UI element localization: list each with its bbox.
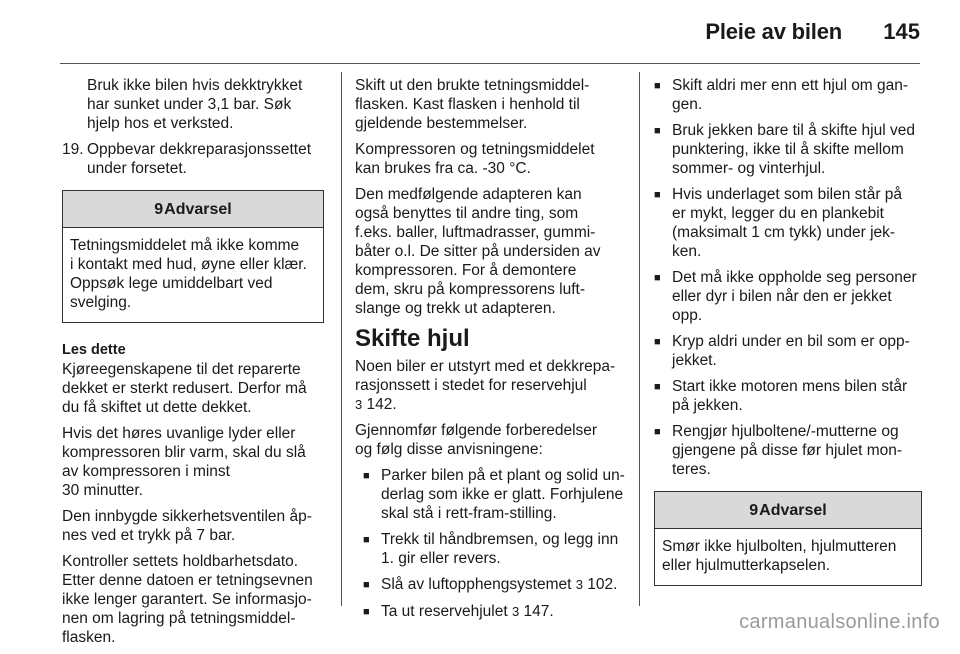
page-reference[interactable]: 102. [587, 576, 618, 593]
warning-title: Advarsel [759, 502, 827, 519]
warning-icon: 9 [154, 201, 164, 218]
prep-list [355, 466, 625, 622]
warning-box-2 [654, 491, 922, 586]
header-title: Pleie av bilen [705, 19, 842, 44]
warning-icon: 9 [749, 502, 759, 519]
note-label: Les dette [62, 342, 126, 358]
bullet-icon: ■ [654, 272, 661, 284]
list-item: ■ Ta ut reservehjulet 3 147. [363, 603, 554, 620]
page-ref-arrow-icon: 3 [511, 604, 520, 619]
bullet-icon: ■ [654, 80, 661, 92]
list-item: ■ Hvis underlaget som bilen står på er mykt, legger du en plankebit (maksimalt 1 cm tykk) under jek- ken. [654, 186, 903, 260]
section-intro: Noen biler er utstyrt med et dekkrepa- rasjonssett i stedet for reservehjul 3 142. [355, 358, 616, 413]
paragraph-expiry: Kontroller settets holdbarhetsdato. Etter denne datoen er tetningsevnen ikke lenger garantert. Se informasjo- nen om lagring på tetningsmiddel- flasken. [62, 553, 313, 646]
page-ref-arrow-icon: 3 [355, 397, 363, 412]
paragraph-replace-bottle: Skift ut den brukte tetningsmiddel- flasken. Kast flasken i henhold til gjeldende bestemmelser. [355, 77, 590, 132]
warning-header [655, 492, 921, 529]
page-reference[interactable]: 147. [523, 603, 554, 620]
warning-header [63, 191, 323, 228]
column-divider-left [341, 72, 342, 606]
prep-intro: Gjennomfør følgende forberedelser og følg disse anvisningene: [355, 422, 598, 458]
list-item: ■ Skift aldri mer enn ett hjul om gan- gen. [654, 77, 909, 113]
column-1 [62, 76, 324, 654]
step-text: Oppbevar dekkreparasjonssettet under forsetet. [87, 141, 312, 177]
bullet-icon: ■ [654, 381, 661, 393]
watermark: carmanualsonline.info [739, 611, 940, 633]
bullet-icon: ■ [363, 579, 370, 591]
paragraph-compressor-noise: Hvis det høres uvanlige lyder eller kompressoren blir varm, skal du slå av kompressoren i minst 30 minutter. [62, 425, 306, 499]
list-item: ■ Slå av luftopphengsystemet 3 102. [363, 576, 618, 593]
bullet-icon: ■ [654, 125, 661, 137]
bullet-icon: ■ [363, 534, 370, 546]
list-item: ■ Det må ikke oppholde seg personer eller dyr i bilen når den er jekket opp. [654, 269, 917, 324]
warning-box-1 [62, 190, 324, 323]
bullet-icon: ■ [654, 426, 661, 438]
list-item: ■ Start ikke motoren mens bilen står på jekken. [654, 378, 908, 414]
list-item: ■ Bruk jekken bare til å skifte hjul ved punktering, ikke til å skifte mellom sommer- og vinterhjul. [654, 122, 915, 177]
paragraph-adapter: Den medfølgende adapteren kan også benyttes til andre ting, som f.eks. baller, luftmadrasser, gummi- båter o.l. De sitter på undersiden av kompressoren. For å demontere dem, skru på kompressorens luft- slange og trekk ut adapteren. [355, 186, 601, 317]
bullet-icon: ■ [654, 189, 661, 201]
warning-body: Smør ikke hjulbolten, hjulmutteren eller hjulmutterkapselen. [662, 538, 897, 574]
intro-paragraph: Bruk ikke bilen hvis dekktrykket har sunket under 3,1 bar. Søk hjelp hos et verksted. [87, 77, 303, 132]
list-item: ■ Rengjør hjulboltene/-mutterne og gjengene på disse før hjulet mon- teres. [654, 423, 903, 478]
warning-body: Tetningsmiddelet må ikke komme i kontakt med hud, øyne eller klær. Oppsøk lege umiddelbart ved svelging. [70, 237, 307, 311]
page-number: 145 [883, 19, 920, 44]
step-19 [62, 140, 324, 178]
column-divider-right [639, 72, 640, 606]
section-title: Skifte hjul [355, 325, 470, 352]
column-2 [355, 76, 625, 629]
page-reference[interactable]: 142. [366, 396, 397, 413]
note-text: Kjøreegenskapene til det reparerte dekket er sterkt redusert. Derfor må du få skiftet ut dette dekket. [62, 361, 307, 416]
list-item: ■ Parker bilen på et plant og solid un- derlag som ikke er glatt. Forhjulene skal stå i rett-fram-stilling. [363, 467, 625, 522]
header-rule [60, 63, 920, 64]
list-item: ■ Kryp aldri under en bil som er opp- jekket. [654, 333, 910, 369]
bullet-icon: ■ [654, 336, 661, 348]
paragraph-temperature: Kompressoren og tetningsmiddelet kan brukes fra ca. -30 °C. [355, 141, 595, 177]
bullet-icon: ■ [363, 606, 370, 618]
step-number: 19. [62, 141, 84, 158]
paragraph-safety-valve: Den innbygde sikkerhetsventilen åp- nes ved et trykk på 7 bar. [62, 508, 312, 544]
page-ref-arrow-icon: 3 [575, 577, 583, 592]
bullet-icon: ■ [363, 470, 370, 482]
warning-title: Advarsel [164, 201, 232, 218]
safety-list [654, 76, 922, 479]
list-item: ■ Trekk til håndbremsen, og legg inn 1. gir eller revers. [363, 531, 619, 567]
column-3 [654, 76, 922, 586]
